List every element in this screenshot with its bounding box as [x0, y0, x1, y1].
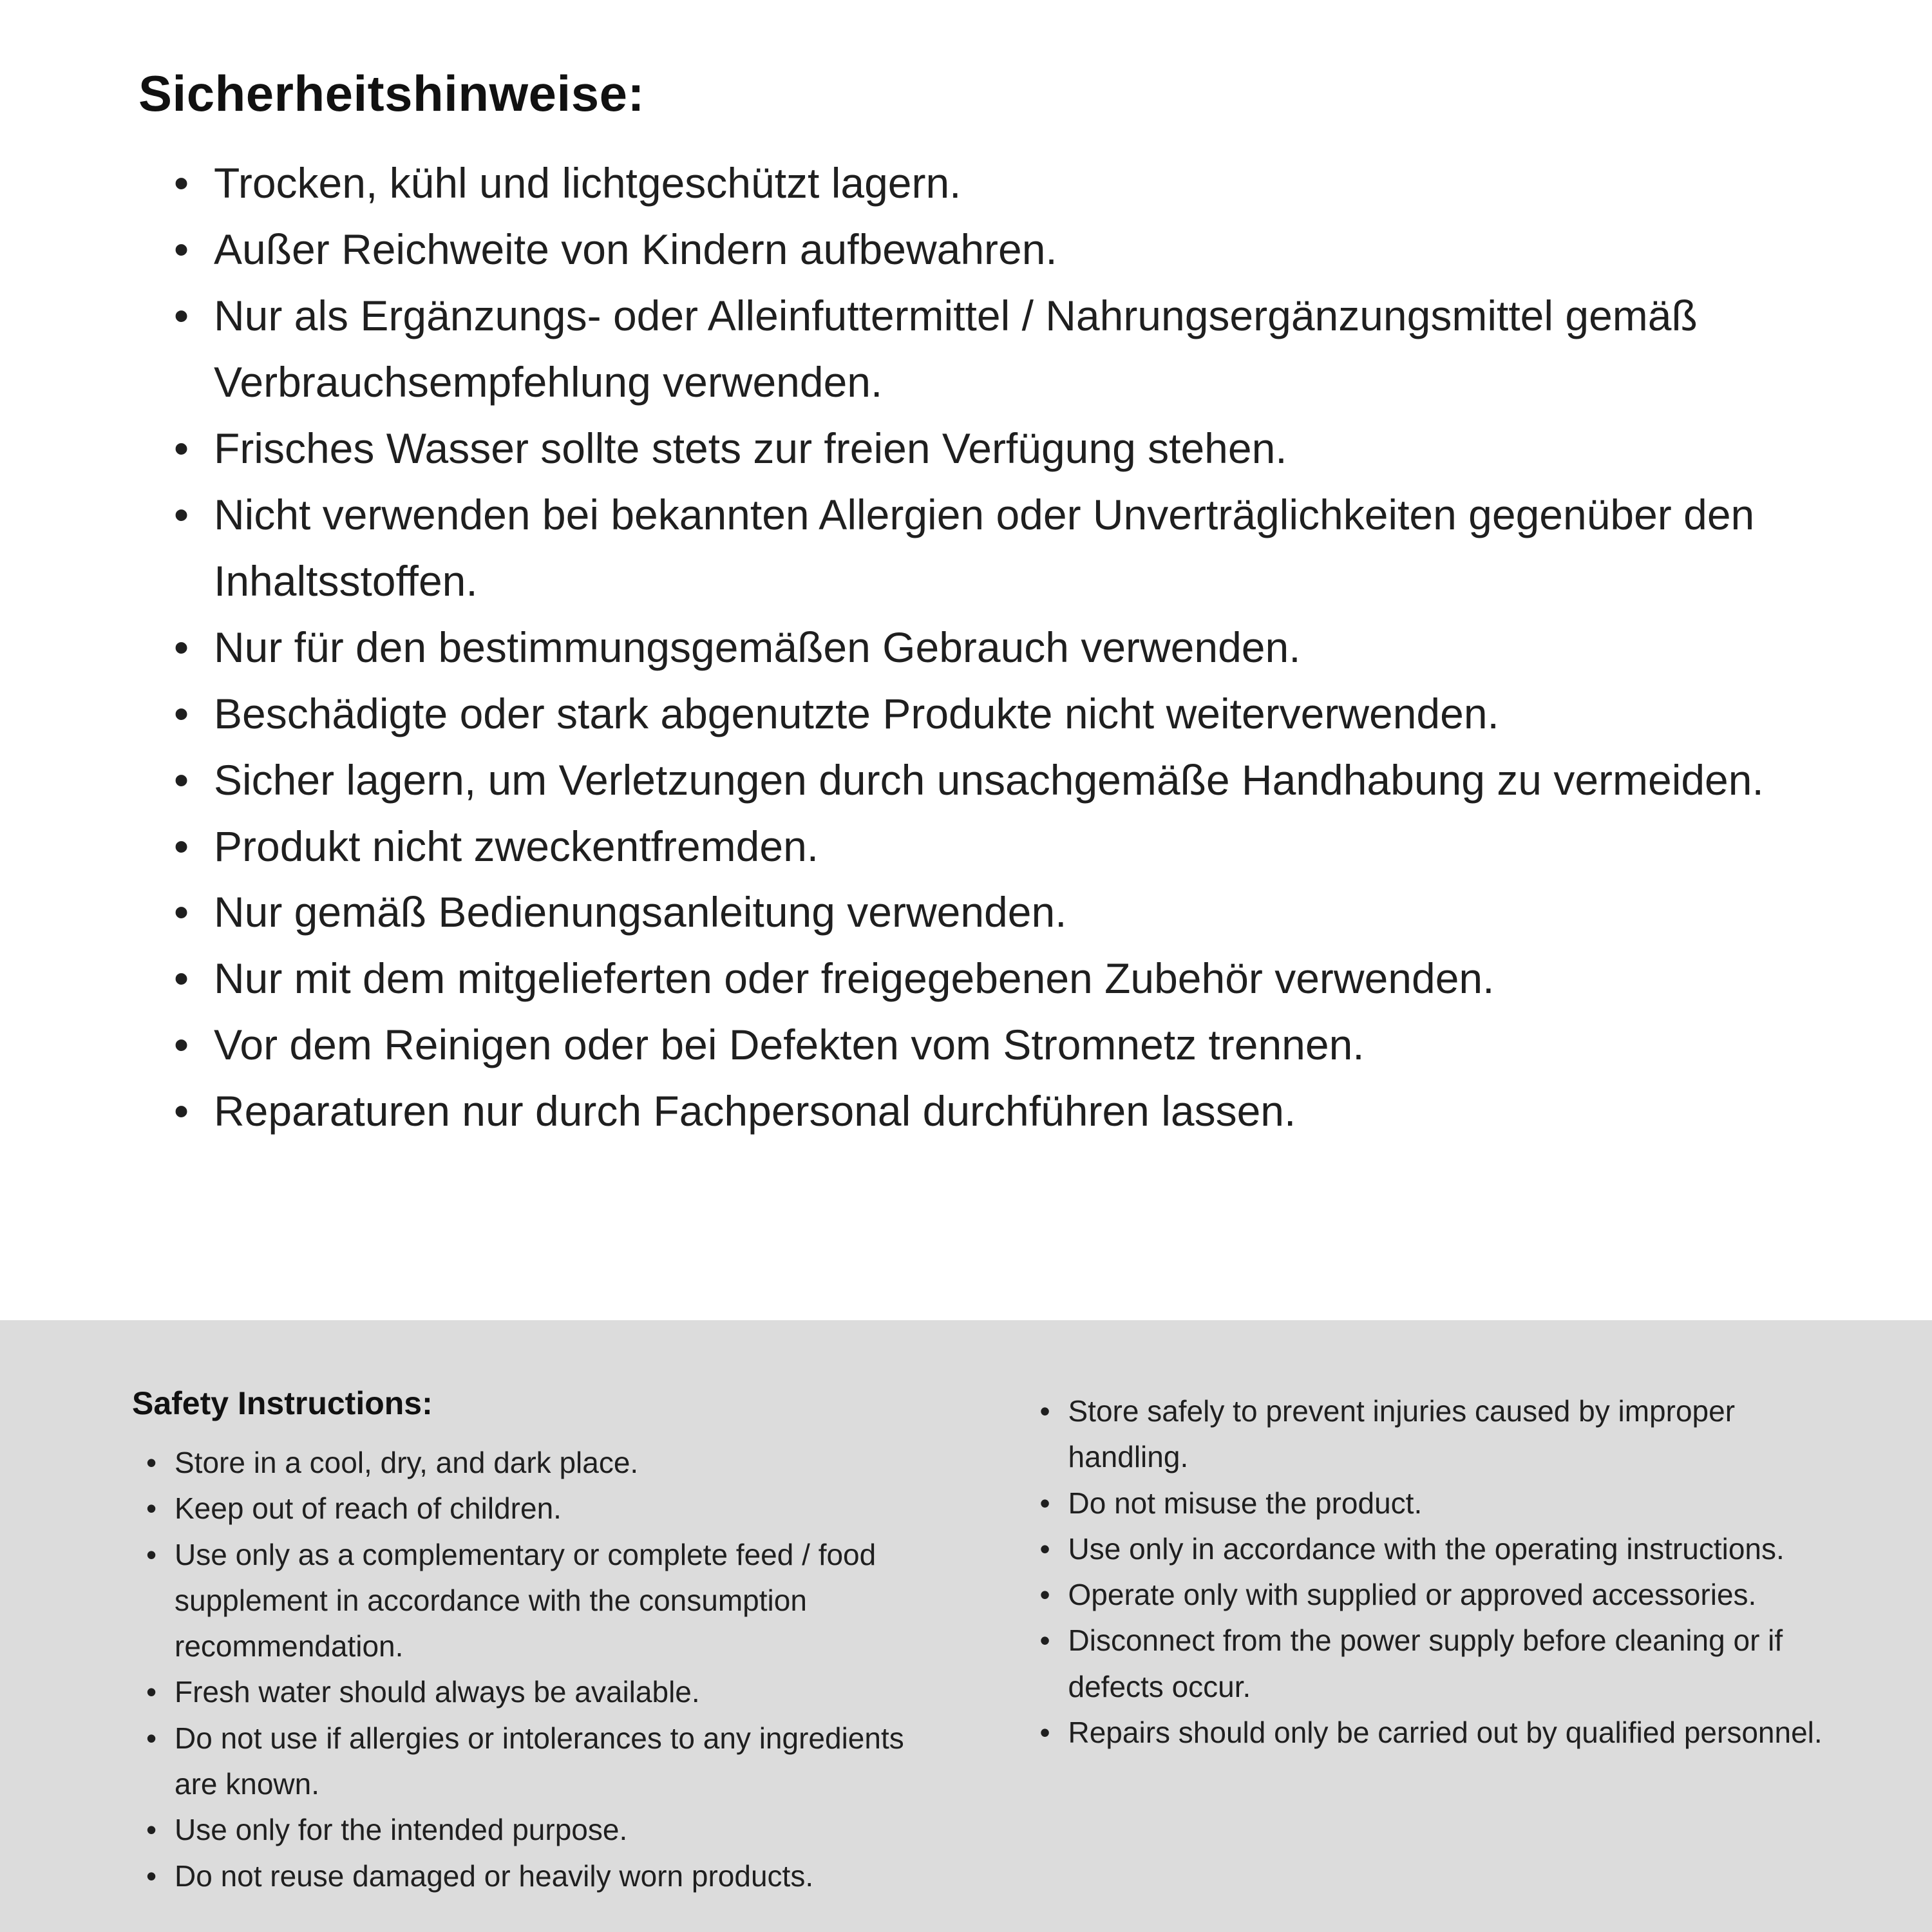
list-item: • Nicht verwenden bei bekannten Allergien oder Unverträglichkeiten gegenüber den Inhaltsstoffen.	[174, 482, 1848, 614]
list-item: • Trocken, kühl und lichtgeschützt lagern.	[174, 150, 1848, 216]
list-item: • Sicher lagern, um Verletzungen durch unsachgemäße Handhabung zu vermeiden.	[174, 747, 1848, 813]
english-section	[0, 1320, 1932, 1932]
list-item: • Nur für den bestimmungsgemäßen Gebrauch verwenden.	[174, 614, 1848, 681]
german-section	[138, 64, 1848, 1144]
english-right-column	[1026, 1385, 1842, 1899]
list-item: • Nur mit dem mitgelieferten oder freigegebenen Zubehör verwenden.	[174, 945, 1848, 1012]
list-item: • Frisches Wasser sollte stets zur freien Verfügung stehen.	[174, 415, 1848, 482]
list-item: • Use only as a complementary or complete feed / food supplement in accordance with the consumption recommendation.	[146, 1532, 949, 1670]
list-item: • Vor dem Reinigen oder bei Defekten vom Stromnetz trennen.	[174, 1012, 1848, 1078]
german-bullet-list	[174, 150, 1848, 1144]
list-item: • Store in a cool, dry, and dark place.	[146, 1440, 949, 1486]
list-item: • Nur als Ergänzungs- oder Alleinfuttermittel / Nahrungsergänzungsmittel gemäß Verbrauchsempfehlung verwenden.	[174, 283, 1848, 415]
list-item: • Do not misuse the product.	[1040, 1481, 1842, 1526]
list-item: • Repairs should only be carried out by qualified personnel.	[1040, 1710, 1842, 1756]
list-item: • Store safely to prevent injuries caused by improper handling.	[1040, 1388, 1842, 1481]
english-right-bullet-list	[1040, 1388, 1842, 1756]
list-item: • Fresh water should always be available.	[146, 1669, 949, 1715]
english-left-bullet-list	[146, 1440, 949, 1899]
list-item: • Operate only with supplied or approved accessories.	[1040, 1572, 1842, 1618]
list-item: • Produkt nicht zweckentfremden.	[174, 813, 1848, 880]
list-item: • Nur gemäß Bedienungsanleitung verwenden.	[174, 879, 1848, 945]
list-item: • Do not reuse damaged or heavily worn products.	[146, 1853, 949, 1899]
list-item: • Disconnect from the power supply before cleaning or if defects occur.	[1040, 1618, 1842, 1710]
list-item: • Do not use if allergies or intolerances to any ingredients are known.	[146, 1716, 949, 1808]
list-item: • Keep out of reach of children.	[146, 1486, 949, 1531]
list-item: • Use only in accordance with the operating instructions.	[1040, 1526, 1842, 1572]
list-item: • Beschädigte oder stark abgenutzte Produkte nicht weiterverwenden.	[174, 681, 1848, 747]
english-columns	[132, 1385, 1842, 1899]
english-left-column	[132, 1385, 949, 1899]
german-section-title: Sicherheitshinweise:	[138, 65, 645, 122]
english-section-title: Safety Instructions:	[132, 1385, 433, 1421]
list-item: • Reparaturen nur durch Fachpersonal durchführen lassen.	[174, 1078, 1848, 1144]
list-item: • Use only for the intended purpose.	[146, 1807, 949, 1853]
list-item: • Außer Reichweite von Kindern aufbewahren.	[174, 216, 1848, 283]
